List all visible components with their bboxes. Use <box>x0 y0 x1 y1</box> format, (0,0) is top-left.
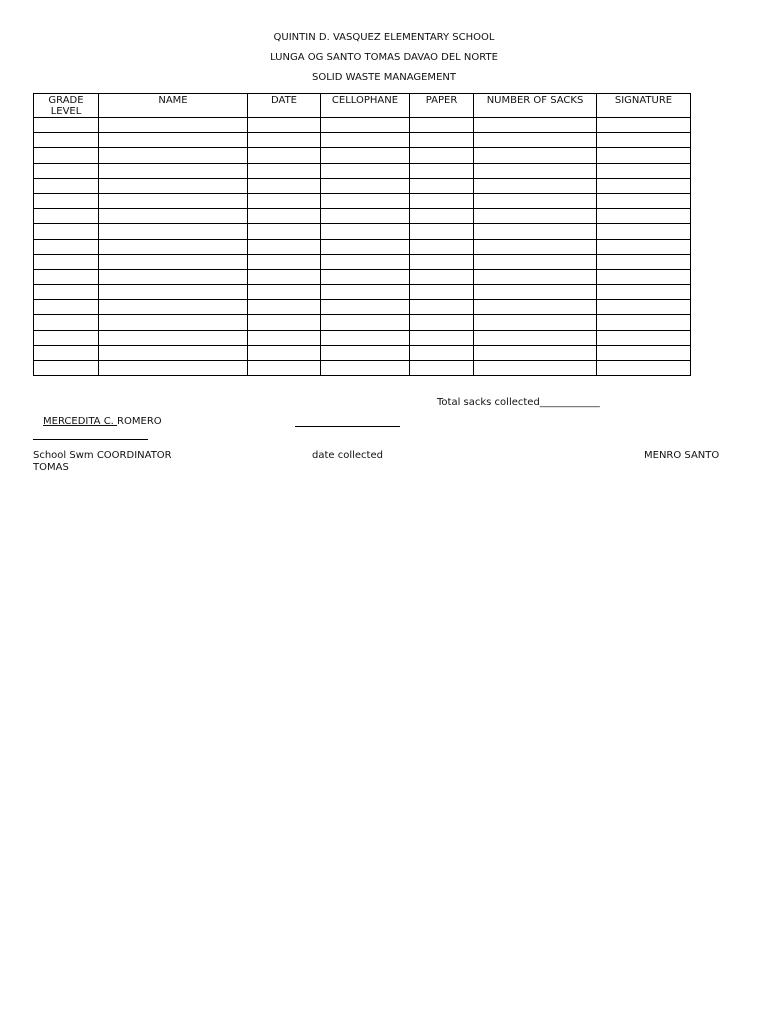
table-cell[interactable] <box>597 300 691 315</box>
table-cell[interactable] <box>99 239 248 254</box>
table-cell[interactable] <box>410 209 474 224</box>
table-cell[interactable] <box>34 239 99 254</box>
table-cell[interactable] <box>410 193 474 208</box>
table-cell[interactable] <box>321 239 410 254</box>
table-body <box>34 118 691 376</box>
table-cell[interactable] <box>410 361 474 376</box>
table-cell[interactable] <box>597 224 691 239</box>
table-cell[interactable] <box>474 239 597 254</box>
table-row <box>34 345 691 360</box>
table-cell[interactable] <box>34 163 99 178</box>
table-cell[interactable] <box>248 300 321 315</box>
coordinator-title: School Swm COORDINATOR <box>33 450 172 461</box>
table-cell[interactable] <box>597 315 691 330</box>
table-cell[interactable] <box>474 254 597 269</box>
table-cell[interactable] <box>99 163 248 178</box>
table-cell[interactable] <box>34 209 99 224</box>
table-cell[interactable] <box>34 330 99 345</box>
coordinator-surname: ROMERO <box>117 416 162 427</box>
table-cell[interactable] <box>34 315 99 330</box>
table-cell[interactable] <box>99 133 248 148</box>
table-cell[interactable] <box>248 285 321 300</box>
total-sacks-label: Total sacks collected <box>437 397 540 408</box>
table-cell[interactable] <box>34 148 99 163</box>
table-cell[interactable] <box>99 345 248 360</box>
table-cell[interactable] <box>474 163 597 178</box>
table-cell[interactable] <box>410 254 474 269</box>
table-cell[interactable] <box>248 148 321 163</box>
table-cell[interactable] <box>248 133 321 148</box>
table-cell[interactable] <box>248 178 321 193</box>
table-cell[interactable] <box>99 193 248 208</box>
table-cell[interactable] <box>410 224 474 239</box>
menro-label-line1: MENRO SANTO <box>644 450 720 461</box>
table-cell[interactable] <box>34 193 99 208</box>
table-cell[interactable] <box>410 330 474 345</box>
table-cell[interactable] <box>597 193 691 208</box>
table-cell[interactable] <box>410 178 474 193</box>
table-cell[interactable] <box>597 148 691 163</box>
col-header-cellophane: CELLOPHANE <box>321 94 410 118</box>
table-cell[interactable] <box>34 345 99 360</box>
table-row <box>34 300 691 315</box>
table-row <box>34 178 691 193</box>
table-cell[interactable] <box>410 300 474 315</box>
table-cell[interactable] <box>34 361 99 376</box>
table-cell[interactable] <box>99 285 248 300</box>
table-cell[interactable] <box>597 239 691 254</box>
table-cell[interactable] <box>597 285 691 300</box>
table-cell[interactable] <box>410 239 474 254</box>
table-cell[interactable] <box>248 330 321 345</box>
table-cell[interactable] <box>34 178 99 193</box>
table-cell[interactable] <box>99 361 248 376</box>
table-cell[interactable] <box>248 361 321 376</box>
table-cell[interactable] <box>321 361 410 376</box>
table-cell[interactable] <box>34 285 99 300</box>
table-cell[interactable] <box>410 163 474 178</box>
table-row <box>34 315 691 330</box>
table-row <box>34 193 691 208</box>
table-cell[interactable] <box>99 330 248 345</box>
table-cell[interactable] <box>597 209 691 224</box>
table-cell[interactable] <box>474 148 597 163</box>
table-cell[interactable] <box>410 285 474 300</box>
table-cell[interactable] <box>248 209 321 224</box>
date-collected-line[interactable] <box>295 426 400 427</box>
table-cell[interactable] <box>597 345 691 360</box>
table-cell[interactable] <box>474 300 597 315</box>
menro-label-line2: TOMAS <box>33 462 69 473</box>
table-cell[interactable] <box>474 361 597 376</box>
table-cell[interactable] <box>34 300 99 315</box>
table-cell[interactable] <box>597 269 691 284</box>
table-cell[interactable] <box>321 178 410 193</box>
table-cell[interactable] <box>99 269 248 284</box>
table-cell[interactable] <box>34 133 99 148</box>
col-header-name: NAME <box>99 94 248 118</box>
table-cell[interactable] <box>474 209 597 224</box>
table-header-row <box>34 94 691 118</box>
table-row <box>34 330 691 345</box>
table-cell[interactable] <box>99 300 248 315</box>
col-header-signature: SIGNATURE <box>597 94 691 118</box>
table-row <box>34 254 691 269</box>
table-row <box>34 118 691 133</box>
table-cell[interactable] <box>248 239 321 254</box>
table-cell[interactable] <box>474 315 597 330</box>
table-cell[interactable] <box>321 254 410 269</box>
table-cell[interactable] <box>474 269 597 284</box>
table-cell[interactable] <box>597 178 691 193</box>
table-cell[interactable] <box>410 148 474 163</box>
table-cell[interactable] <box>248 315 321 330</box>
table-cell[interactable] <box>248 118 321 133</box>
form-title: SOLID WASTE MANAGEMENT <box>312 72 456 83</box>
table-cell[interactable] <box>410 118 474 133</box>
table-cell[interactable] <box>321 148 410 163</box>
table-cell[interactable] <box>99 224 248 239</box>
table-row <box>34 224 691 239</box>
coordinator-name-underlined: MERCEDITA C. <box>43 416 118 427</box>
table-cell[interactable] <box>34 118 99 133</box>
table-row <box>34 209 691 224</box>
table-row <box>34 285 691 300</box>
table-cell[interactable] <box>321 345 410 360</box>
table-cell[interactable] <box>321 285 410 300</box>
table-cell[interactable] <box>321 315 410 330</box>
table-row <box>34 239 691 254</box>
table-cell[interactable] <box>34 224 99 239</box>
school-location: LUNGA OG SANTO TOMAS DAVAO DEL NORTE <box>270 52 498 63</box>
date-collected-label: date collected <box>312 450 383 461</box>
table-cell[interactable] <box>248 254 321 269</box>
table-cell[interactable] <box>321 269 410 284</box>
table-cell[interactable] <box>248 224 321 239</box>
table-row <box>34 148 691 163</box>
col-header-paper: PAPER <box>410 94 474 118</box>
table-cell[interactable] <box>474 118 597 133</box>
table-cell[interactable] <box>321 209 410 224</box>
table-row <box>34 133 691 148</box>
school-name: QUINTIN D. VASQUEZ ELEMENTARY SCHOOL <box>273 32 495 43</box>
table-cell[interactable] <box>474 133 597 148</box>
table-cell[interactable] <box>99 209 248 224</box>
table-cell[interactable] <box>597 361 691 376</box>
coordinator-name <box>43 416 162 427</box>
table-cell[interactable] <box>99 178 248 193</box>
table-cell[interactable] <box>597 254 691 269</box>
table-cell[interactable] <box>34 254 99 269</box>
table-cell[interactable] <box>321 133 410 148</box>
table-cell[interactable] <box>321 163 410 178</box>
table-cell[interactable] <box>321 193 410 208</box>
table-cell[interactable] <box>474 345 597 360</box>
table-cell[interactable] <box>410 133 474 148</box>
table-cell[interactable] <box>410 269 474 284</box>
table-cell[interactable] <box>410 315 474 330</box>
table-cell[interactable] <box>321 118 410 133</box>
table-cell[interactable] <box>597 163 691 178</box>
table-cell[interactable] <box>99 254 248 269</box>
table-cell[interactable] <box>248 193 321 208</box>
table-cell[interactable] <box>34 269 99 284</box>
table-cell[interactable] <box>474 330 597 345</box>
table-cell[interactable] <box>248 163 321 178</box>
total-sacks-line <box>437 397 600 408</box>
table-row <box>34 163 691 178</box>
total-sacks-blank[interactable]: ____________ <box>539 397 600 408</box>
table-cell[interactable] <box>99 148 248 163</box>
table-cell[interactable] <box>99 118 248 133</box>
table-cell[interactable] <box>99 315 248 330</box>
table-cell[interactable] <box>597 133 691 148</box>
table-cell[interactable] <box>248 269 321 284</box>
table-cell[interactable] <box>474 224 597 239</box>
col-header-grade-level: GRADE LEVEL <box>34 94 99 118</box>
table-cell[interactable] <box>410 345 474 360</box>
coordinator-signature-line[interactable] <box>33 439 148 440</box>
table-row <box>34 269 691 284</box>
table-cell[interactable] <box>321 224 410 239</box>
table-cell[interactable] <box>597 330 691 345</box>
waste-log-table <box>33 93 691 376</box>
table-cell[interactable] <box>248 345 321 360</box>
table-cell[interactable] <box>321 300 410 315</box>
table-cell[interactable] <box>474 285 597 300</box>
table-row <box>34 361 691 376</box>
table-cell[interactable] <box>474 193 597 208</box>
table-cell[interactable] <box>474 178 597 193</box>
col-header-date: DATE <box>248 94 321 118</box>
table-cell[interactable] <box>321 330 410 345</box>
col-header-number-of-sacks: NUMBER OF SACKS <box>474 94 597 118</box>
table-cell[interactable] <box>597 118 691 133</box>
